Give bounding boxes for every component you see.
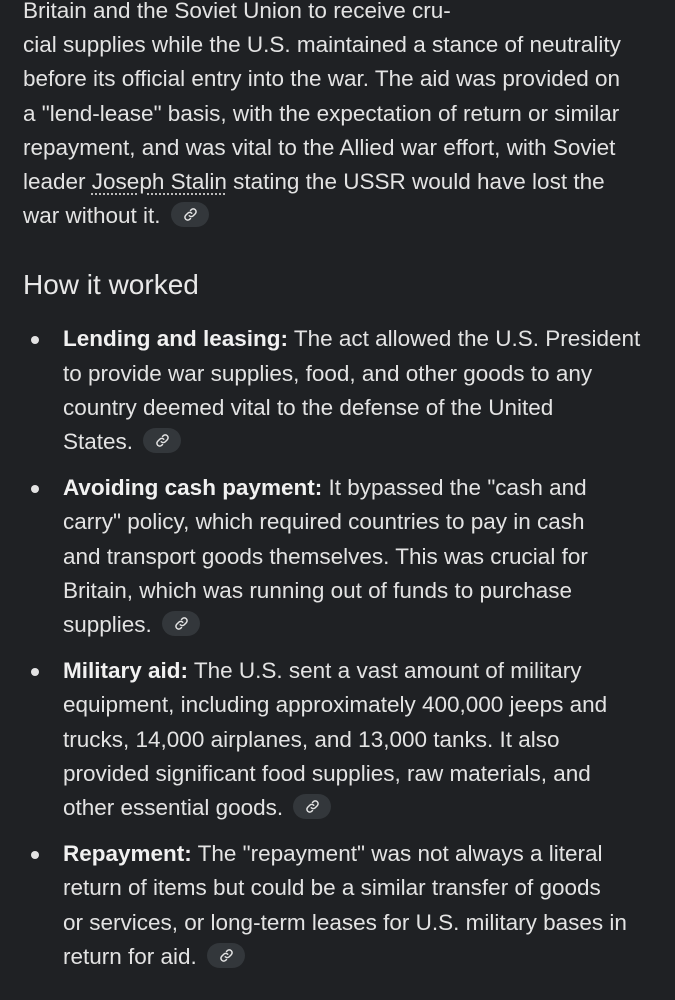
item-line [63,471,653,505]
source-link-chip[interactable] [293,794,331,819]
item-title: Military aid: [63,658,189,684]
intro-line: Britain and the Soviet Union to receive cru- [23,0,451,23]
item-text: return for aid. [63,943,197,969]
item-text: States. [63,429,134,455]
bullet-dot [31,851,39,859]
item-line [63,837,653,871]
intro-line [23,165,653,199]
link-icon [305,799,320,814]
intro-line: a "lend-lease" basis, with the expectation of return or similar [23,100,620,126]
item-line: to provide war supplies, food, and other goods to any [63,360,593,386]
item-text: supplies. [63,612,152,638]
item-title: Repayment: [63,841,192,867]
source-link-chip[interactable] [207,943,245,968]
item-title: Lending and leasing: [63,326,289,352]
item-line [63,654,653,688]
item-line [63,791,653,825]
link-icon [174,616,189,631]
item-line: carry" policy, which required countries to pay in cash [63,509,585,535]
intro-paragraph [23,0,653,233]
item-line: Britain, which was running out of funds to purchase [63,577,573,603]
link-icon [155,433,170,448]
item-line [63,608,653,642]
bullet-dot [31,336,39,344]
item-line: provided significant food supplies, raw materials, and [63,760,591,786]
item-title: Avoiding cash payment: [63,475,323,501]
intro-line [23,199,653,233]
bullet-dot [31,485,39,493]
link-icon [183,207,198,222]
item-line: return of items but could be a similar transfer of goods [63,875,601,901]
intro-text: leader [23,169,92,195]
source-link-chip[interactable] [162,611,200,636]
response-content [23,0,653,974]
source-link-chip[interactable] [171,202,209,227]
entity-link-joseph-stalin[interactable]: Joseph Stalin [91,169,227,195]
bullet-list [23,322,653,974]
item-line [63,322,653,356]
item-text: The act allowed the U.S. President [288,326,641,352]
list-item [23,471,653,642]
list-item [23,322,653,459]
item-line: or services, or long-term leases for U.S. military bases in [63,909,627,935]
item-line: and transport goods themselves. This was crucial for [63,543,588,569]
item-text: The U.S. sent a vast amount of military [188,658,582,684]
item-text: It bypassed the "cash and [322,475,587,501]
intro-line: repayment, and was vital to the Allied war effort, with Soviet [23,134,616,160]
bullet-dot [31,668,39,676]
item-line: equipment, including approximately 400,000 jeeps and [63,692,608,718]
item-text: The "repayment" was not always a literal [191,841,603,867]
link-icon [219,948,234,963]
item-line [63,425,653,459]
section-heading: How it worked [23,269,199,301]
intro-line: cial supplies while the U.S. maintained a stance of neutrality [23,32,621,58]
item-line: country deemed vital to the defense of the United [63,394,554,420]
intro-text: war without it. [23,203,161,229]
list-item [23,654,653,825]
item-text: other essential goods. [63,795,284,821]
item-line [63,940,653,974]
intro-text: stating the USSR would have lost the [226,169,605,195]
item-line: trucks, 14,000 airplanes, and 13,000 tanks. It also [63,726,560,752]
source-link-chip[interactable] [143,428,181,453]
list-item [23,837,653,974]
intro-line: before its official entry into the war. The aid was provided on [23,66,621,92]
